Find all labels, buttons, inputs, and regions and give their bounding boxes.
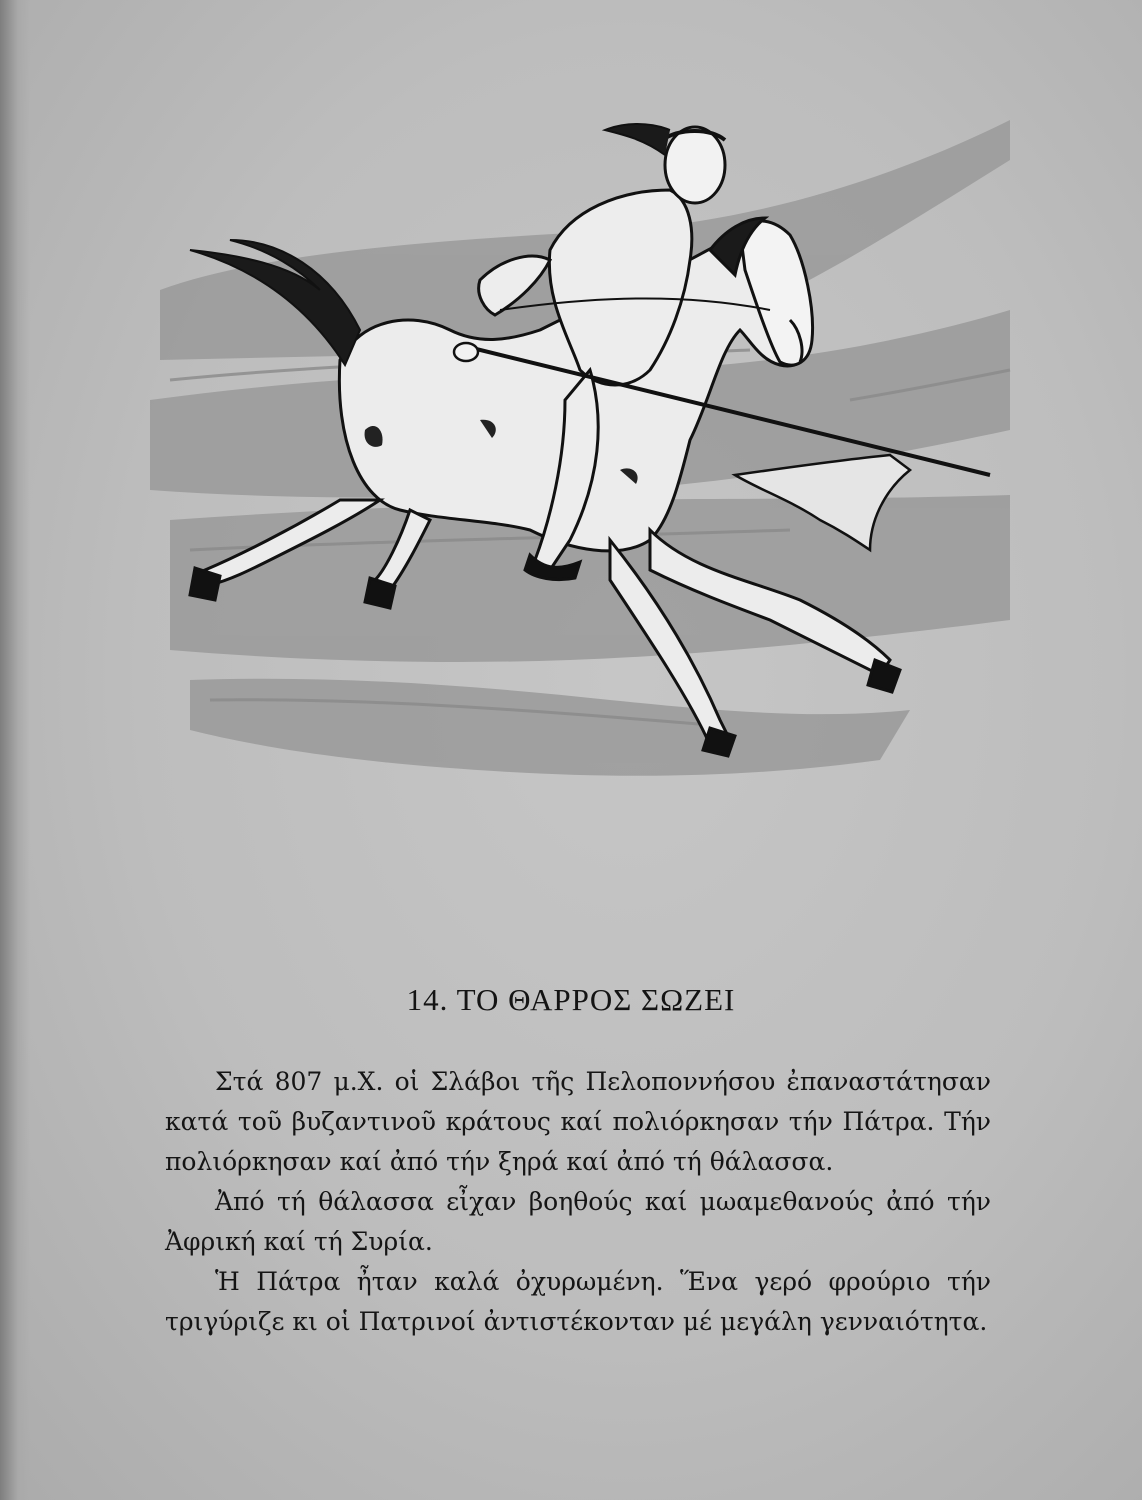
page-binding-shadow <box>0 0 30 1500</box>
rider-hand <box>454 343 478 361</box>
horseman-illustration <box>150 100 1020 800</box>
paragraph: Ἀπό τή θάλασσα εἶχαν βοηθούς καί μωαμεθανούς ἀπό τήν Ἀφρική καί τή Συρία. <box>165 1187 991 1256</box>
chapter-body <box>165 1062 991 1342</box>
paragraph: Στά 807 μ.Χ. οἱ Σλάβοι τῆς Πελοποννήσου ἐπαναστάτησαν κατά τοῦ βυζαντινοῦ κράτους καί πολιόρκησαν τήν Πάτρα. Τήν πολιόρκησαν καί ἀπό τήν ξηρά καί ἀπό τή θάλασσα. <box>165 1067 991 1176</box>
chapter-title: 14. ΤΟ ΘΑΡΡΟΣ ΣΩΖΕΙ <box>406 982 736 1017</box>
paragraph: Ἡ Πάτρα ἦταν καλά ὀχυρωμένη. Ἕνα γερό φρούριο τήν τριγύριζε κι οἱ Πατρινοί ἀντιστέκονταν μέ μεγάλη γενναιότητα. <box>165 1267 991 1336</box>
